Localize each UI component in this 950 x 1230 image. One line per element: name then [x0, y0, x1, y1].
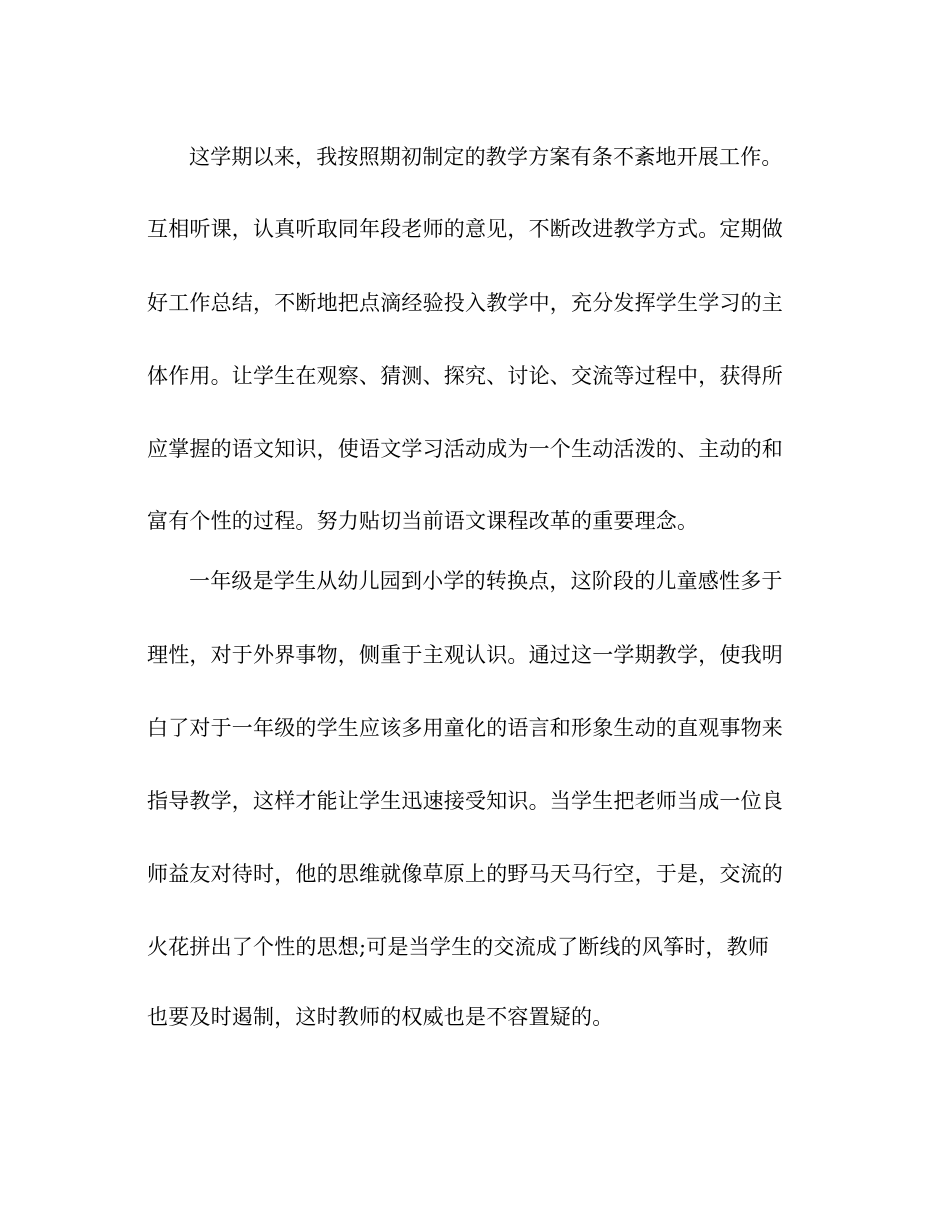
paragraph-1-line-4: 体作用。让学生在观察、猜测、探究、讨论、交流等过程中，获得所: [147, 364, 783, 388]
paragraph-2-line-3: 白了对于一年级的学生应该多用童化的语言和形象生动的直观事物来: [147, 716, 783, 740]
paragraph-1-line-1: 这学期以来，我按照期初制定的教学方案有条不紊地开展工作。: [189, 145, 783, 169]
paragraph-2-line-5: 师益友对待时，他的思维就像草原上的野马天马行空，于是，交流的: [147, 862, 783, 886]
paragraph-2-line-7: 也要及时遏制，这时教师的权威也是不容置疑的。: [147, 1005, 614, 1029]
paragraph-2-line-6: 火花拼出了个性的思想;可是当学生的交流成了断线的风筝时，教师: [147, 935, 770, 959]
paragraph-2-line-4: 指导教学，这样才能让学生迅速接受知识。当学生把老师当成一位良: [147, 789, 783, 813]
paragraph-1-line-5: 应掌握的语文知识，使语文学习活动成为一个生动活泼的、主动的和: [147, 437, 783, 461]
paragraph-1-line-3: 好工作总结，不断地把点滴经验投入教学中，充分发挥学生学习的主: [147, 291, 783, 315]
paragraph-2-line-2: 理性，对于外界事物，侧重于主观认识。通过这一学期教学，使我明: [147, 643, 783, 667]
paragraph-2-line-1: 一年级是学生从幼儿园到小学的转换点，这阶段的儿童感性多于: [189, 569, 783, 593]
paragraph-1-line-6: 富有个性的过程。努力贴切当前语文课程改革的重要理念。: [147, 509, 699, 533]
paragraph-1-line-2: 互相听课，认真听取同年段老师的意见，不断改进教学方式。定期做: [147, 217, 783, 241]
